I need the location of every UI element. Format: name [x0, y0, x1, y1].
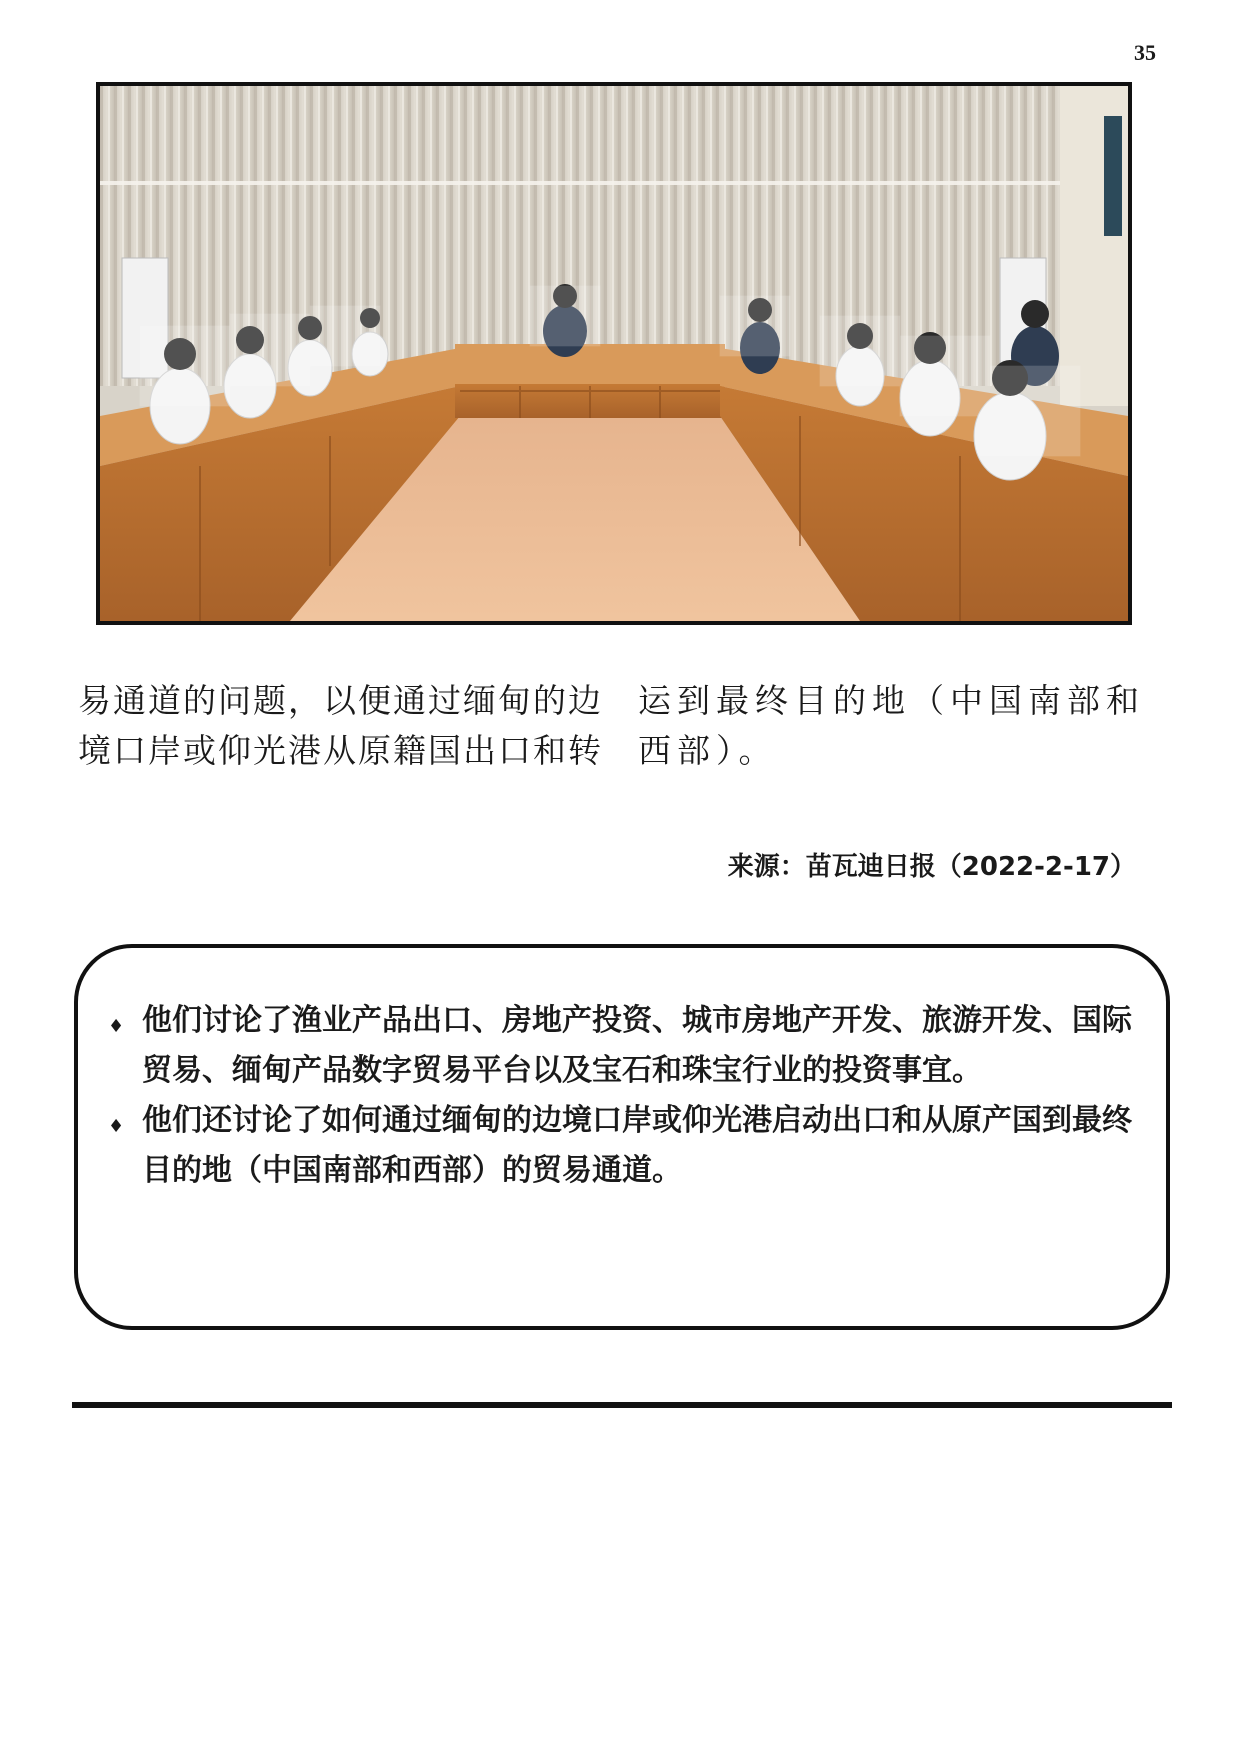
summary-item-text: 他们还讨论了如何通过缅甸的边境口岸或仰光港启动出口和从原产国到最终目的地（中国南部和西部）的贸易通道。 [142, 1103, 1132, 1188]
source-citation: 来源：苗瓦迪日报（2022-2-17） [727, 852, 1136, 882]
meeting-photo-illustration [100, 86, 1128, 621]
page-number: 35 [1134, 40, 1156, 65]
summary-item [108, 1096, 1138, 1196]
diamond-bullet-icon: ♦ [108, 1016, 125, 1037]
body-text-left: 易通道的问题，以便通过缅甸的边境口岸或仰光港从原籍国出口和转 [78, 681, 603, 770]
meeting-photo [96, 82, 1132, 625]
summary-item-text: 他们讨论了渔业产品出口、房地产投资、城市房地产开发、旅游开发、国际贸易、缅甸产品数字贸易平台以及宝石和珠宝行业的投资事宜。 [142, 1003, 1132, 1088]
summary-item [108, 996, 1138, 1096]
body-text-columns [78, 676, 1168, 776]
diamond-bullet-icon: ♦ [108, 1116, 125, 1137]
summary-box [74, 944, 1170, 1330]
body-text-right: 运到最终目的地（中国南部和西部）。 [638, 681, 1145, 770]
section-divider [72, 1402, 1172, 1408]
